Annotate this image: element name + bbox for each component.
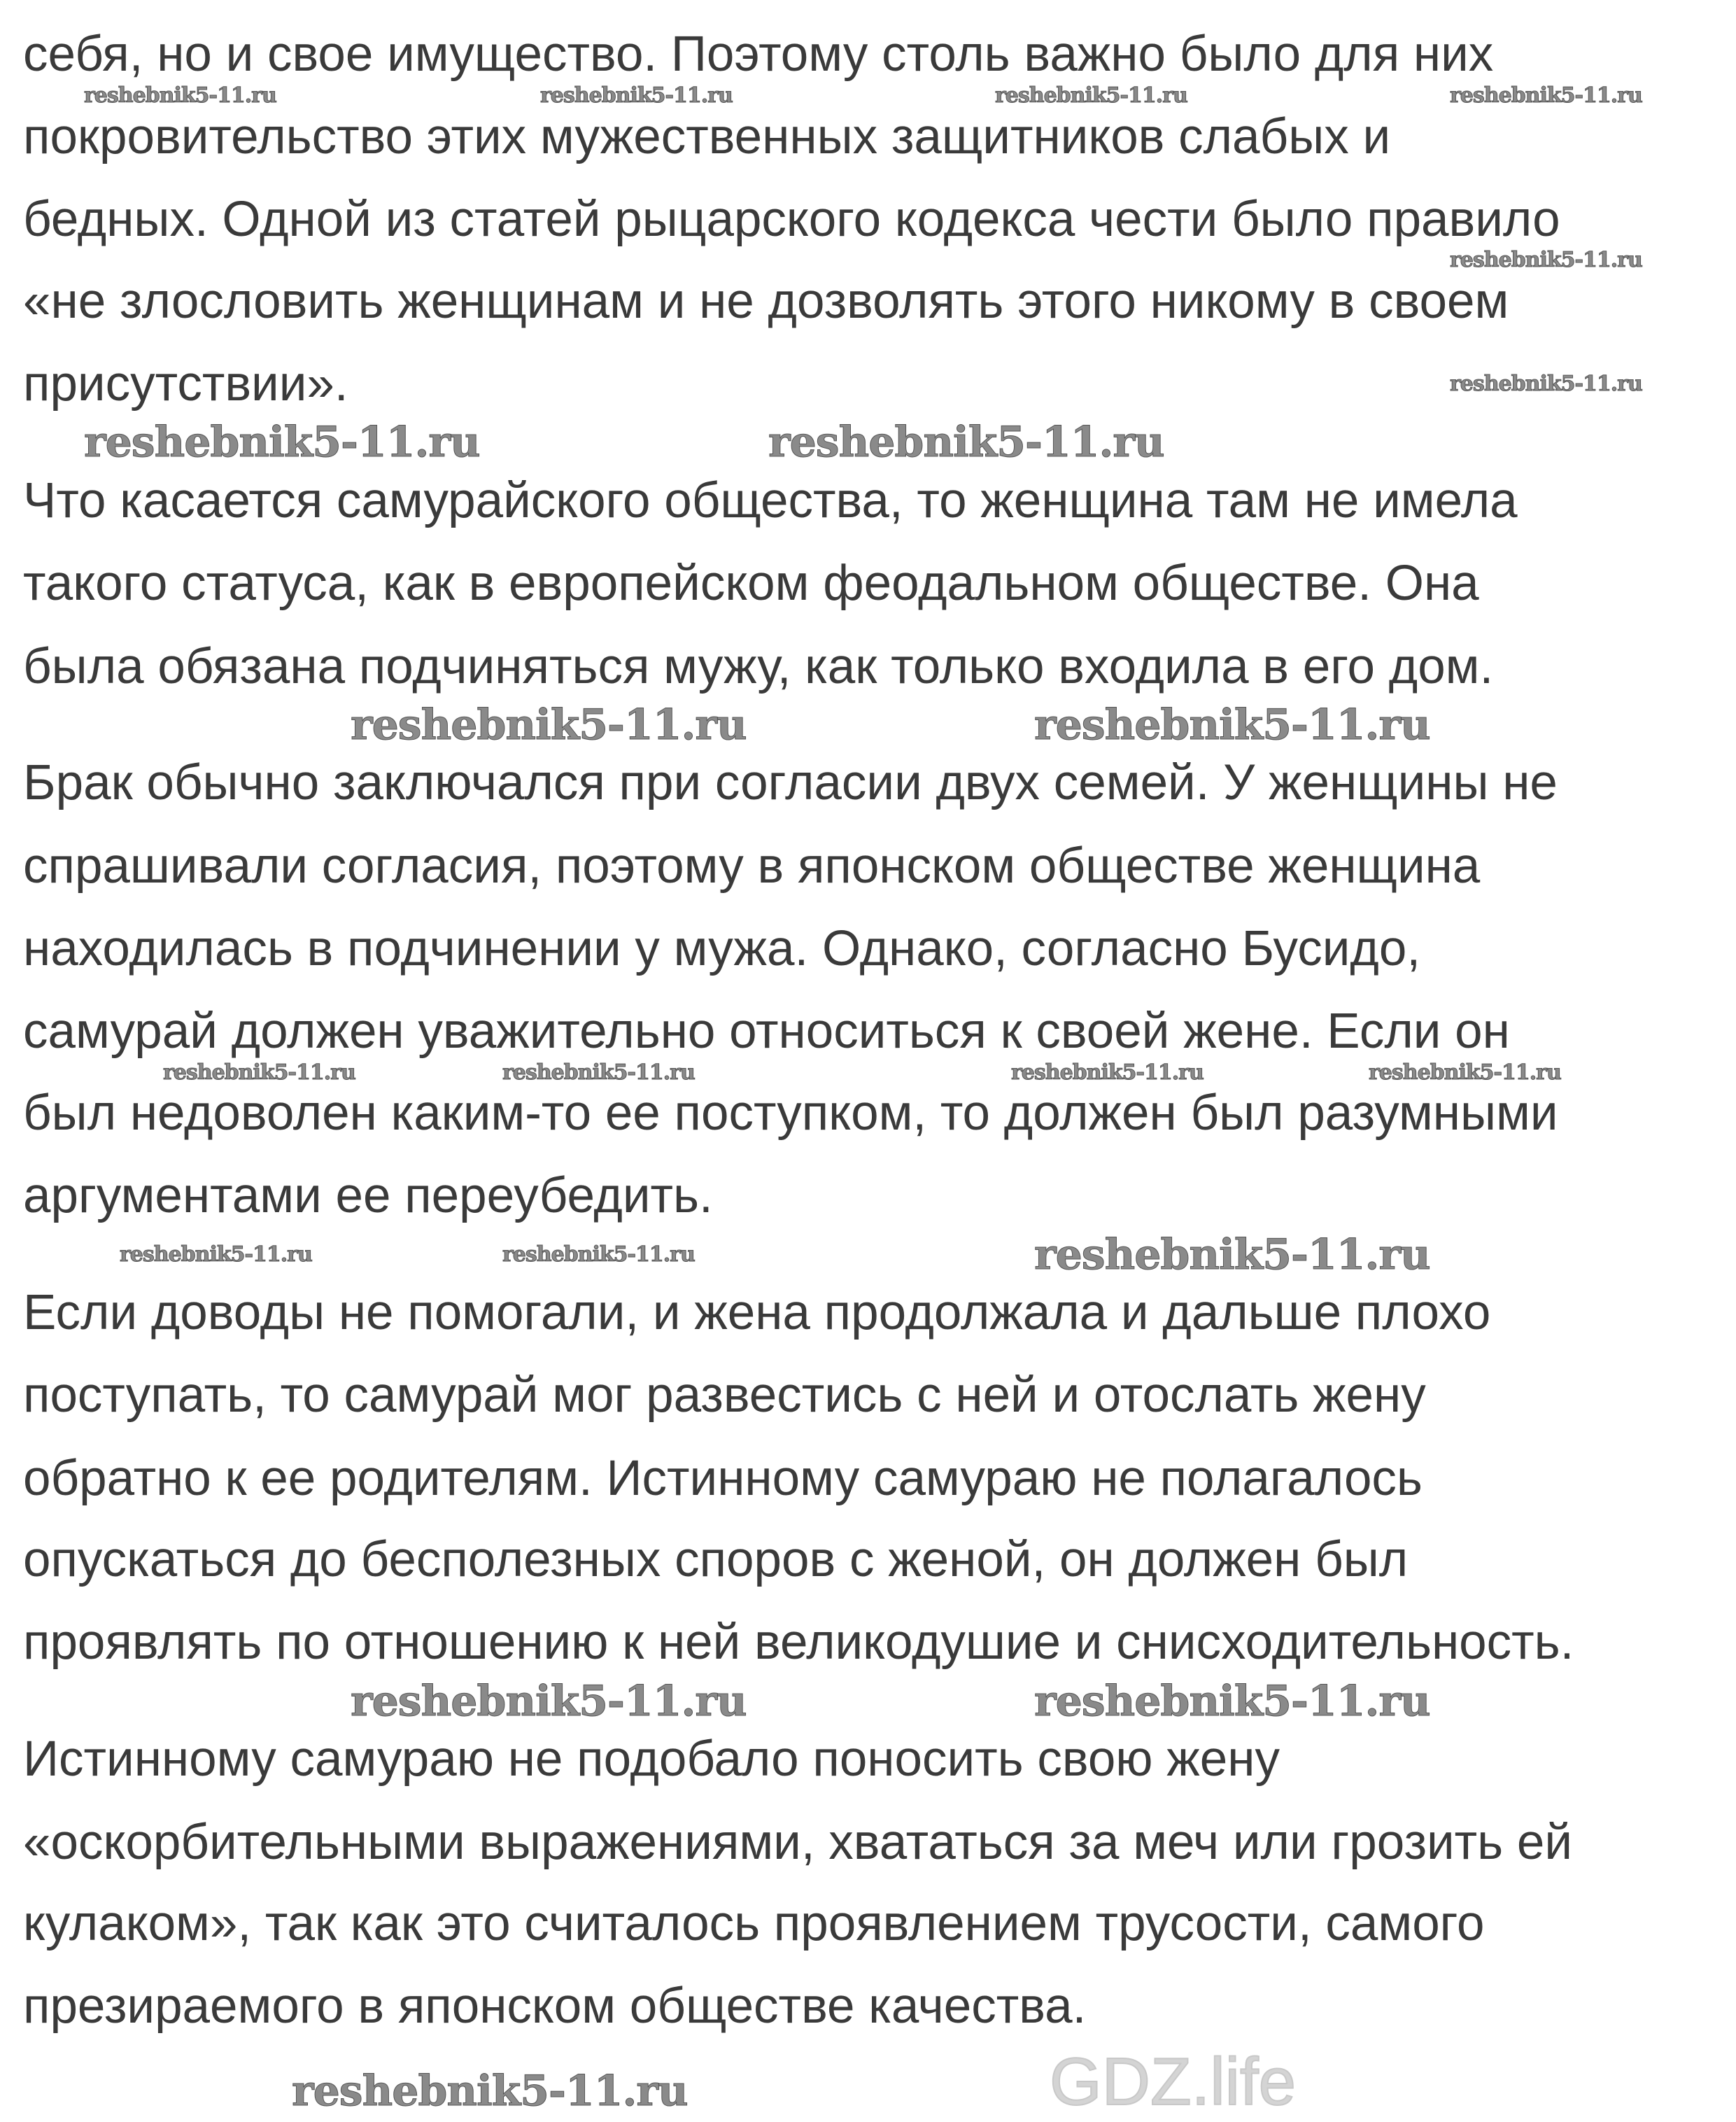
text-line: Что касается самурайского общества, то женщина там не имела bbox=[23, 473, 1518, 528]
text-line: «не злословить женщинам и не дозволять этого никому в своем bbox=[23, 274, 1509, 329]
reshebnik-watermark: reshebnik5-11.ru bbox=[1450, 83, 1642, 108]
reshebnik-watermark: reshebnik5-11.ru bbox=[540, 83, 733, 108]
reshebnik-watermark: reshebnik5-11.ru bbox=[768, 418, 1164, 467]
reshebnik-watermark: reshebnik5-11.ru bbox=[1011, 1060, 1204, 1085]
text-line: Если доводы не помогали, и жена продолжала и дальше плохо bbox=[23, 1285, 1491, 1340]
reshebnik-watermark: reshebnik5-11.ru bbox=[1369, 1060, 1561, 1085]
reshebnik-watermark: reshebnik5-11.ru bbox=[292, 2067, 688, 2116]
reshebnik-watermark: reshebnik5-11.ru bbox=[1034, 1677, 1430, 1726]
reshebnik-watermark: reshebnik5-11.ru bbox=[1034, 701, 1430, 750]
reshebnik-watermark: reshebnik5-11.ru bbox=[84, 83, 276, 108]
reshebnik-watermark: reshebnik5-11.ru bbox=[502, 1060, 695, 1085]
reshebnik-watermark: reshebnik5-11.ru bbox=[351, 1677, 747, 1726]
reshebnik-watermark: reshebnik5-11.ru bbox=[502, 1242, 695, 1267]
reshebnik-watermark: reshebnik5-11.ru bbox=[84, 418, 480, 467]
gdz-life-watermark: GDZ.life bbox=[1050, 2044, 1297, 2119]
text-line: Брак обычно заключался при согласии двух семей. У женщины не bbox=[23, 755, 1558, 810]
reshebnik-watermark: reshebnik5-11.ru bbox=[1034, 1230, 1430, 1279]
text-line: презираемого в японском обществе качества. bbox=[23, 1979, 1087, 2034]
text-line: была обязана подчиняться мужу, как только входила в его дом. bbox=[23, 639, 1494, 694]
text-line: самурай должен уважительно относиться к своей жене. Если он bbox=[23, 1004, 1510, 1059]
text-line: «оскорбительными выражениями, хвататься за меч или грозить ей bbox=[23, 1815, 1573, 1870]
text-line: присутствии». bbox=[23, 356, 348, 412]
reshebnik-watermark: reshebnik5-11.ru bbox=[351, 701, 747, 750]
text-line: проявлять по отношению к ней великодушие и снисходительность. bbox=[23, 1615, 1574, 1670]
text-line: спрашивали согласия, поэтому в японском обществе женщина bbox=[23, 838, 1481, 894]
reshebnik-watermark: reshebnik5-11.ru bbox=[1450, 372, 1642, 396]
reshebnik-watermark: reshebnik5-11.ru bbox=[995, 83, 1187, 108]
text-line: обратно к ее родителям. Истинному самураю не полагалось bbox=[23, 1451, 1423, 1506]
text-line: находилась в подчинении у мужа. Однако, согласно Бусидо, bbox=[23, 921, 1421, 976]
reshebnik-watermark: reshebnik5-11.ru bbox=[1450, 248, 1642, 272]
text-line: поступать, то самурай мог развестись с ней и отослать жену bbox=[23, 1368, 1426, 1423]
text-line: себя, но и свое имущество. Поэтому столь важно было для них bbox=[23, 27, 1494, 82]
text-line: был недоволен каким-то ее поступком, то должен был разумными bbox=[23, 1085, 1558, 1141]
text-line: кулаком», так как это считалось проявлением трусости, самого bbox=[23, 1896, 1485, 1951]
text-line: покровительство этих мужественных защитников слабых и bbox=[23, 109, 1391, 164]
text-line: опускаться до бесполезных споров с женой, он должен был bbox=[23, 1532, 1409, 1587]
text-line: аргументами ее переубедить. bbox=[23, 1168, 713, 1223]
reshebnik-watermark: reshebnik5-11.ru bbox=[120, 1242, 312, 1267]
reshebnik-watermark: reshebnik5-11.ru bbox=[163, 1060, 355, 1085]
text-line: Истинному самураю не подобало поносить свою жену bbox=[23, 1731, 1280, 1787]
text-line: такого статуса, как в европейском феодальном обществе. Она bbox=[23, 556, 1479, 611]
text-line: бедных. Одной из статей рыцарского кодекса чести было правило bbox=[23, 192, 1560, 247]
